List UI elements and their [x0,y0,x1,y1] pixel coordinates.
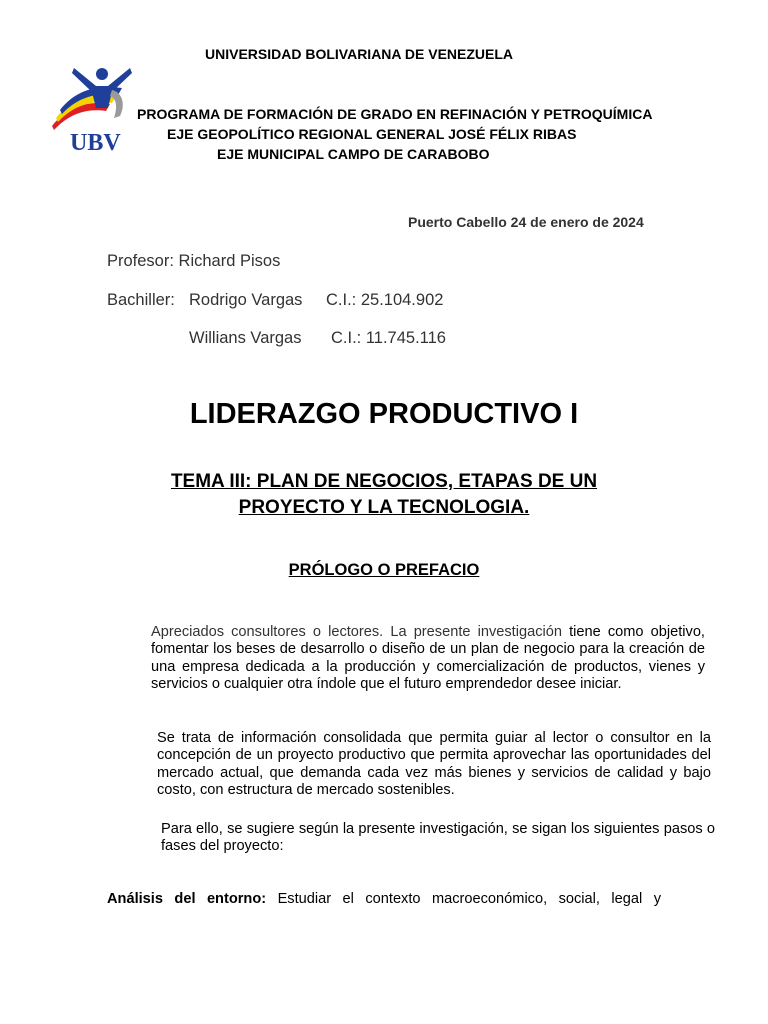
paragraph-2: Se trata de información consolidada que permita guiar al lector o consultor en la concepción de un proyecto productivo que permita aprovechar las oportunidades del mercado actual, que demanda cada vez más bienes y servicios de calidad y bajo costo, con estructura de mercado sostenibles. [157,730,711,799]
student-2-name: Willians Vargas [189,329,302,347]
student-label: Bachiller: [107,291,175,309]
regional-axis: EJE GEOPOLÍTICO REGIONAL GENERAL JOSÉ FÉLIX RIBAS [167,126,577,142]
ubv-logo-icon [44,64,136,156]
paragraph-4-label: Análisis del entorno: [107,891,267,907]
student-2-ci: C.I.: 11.745.116 [331,329,446,347]
student-1-name: Rodrigo Vargas [189,291,303,309]
paragraph-4 [107,891,661,908]
ubv-logo [44,64,136,156]
university-name: UNIVERSIDAD BOLIVARIANA DE VENEZUELA [205,46,514,62]
paragraph-4-text: Estudiar el contexto macroeconómico, social, legal y [266,891,661,907]
document-title: LIDERAZGO PRODUCTIVO I [189,398,579,430]
paragraph-3: Para ello, se sugiere según la presente investigación, se sigan los siguientes pasos o fases del proyecto: [161,821,715,855]
student-1-ci: C.I.: 25.104.902 [326,291,444,309]
professor-line: Profesor: Richard Pisos [107,252,281,270]
section-heading: PRÓLOGO O PREFACIO [288,561,480,579]
municipal-axis: EJE MUNICIPAL CAMPO DE CARABOBO [217,146,490,162]
paragraph-1-rest: tiene como objetivo, fomentar los beses de desarrollo o diseño de un plan de negocio para la creación de una empresa dedicada a la producción y comercialización de productos, vienes y servicios o cualquier otra índole que el futuro emprendedor desee iniciar. [151,624,705,693]
document-date: Puerto Cabello 24 de enero de 2024 [408,214,644,230]
paragraph-1 [107,624,705,694]
document-subtitle: TEMA III: PLAN DE NEGOCIOS, ETAPAS DE UN PROYECTO Y LA TECNOLOGIA. [170,471,598,518]
program-name: PROGRAMA DE FORMACIÓN DE GRADO EN REFINACIÓN Y PETROQUÍMICA [137,106,653,122]
paragraph-1-lead: Apreciados consultores o lectores. La presente investigación [151,624,562,640]
svg-text:UBV: UBV [70,130,121,156]
